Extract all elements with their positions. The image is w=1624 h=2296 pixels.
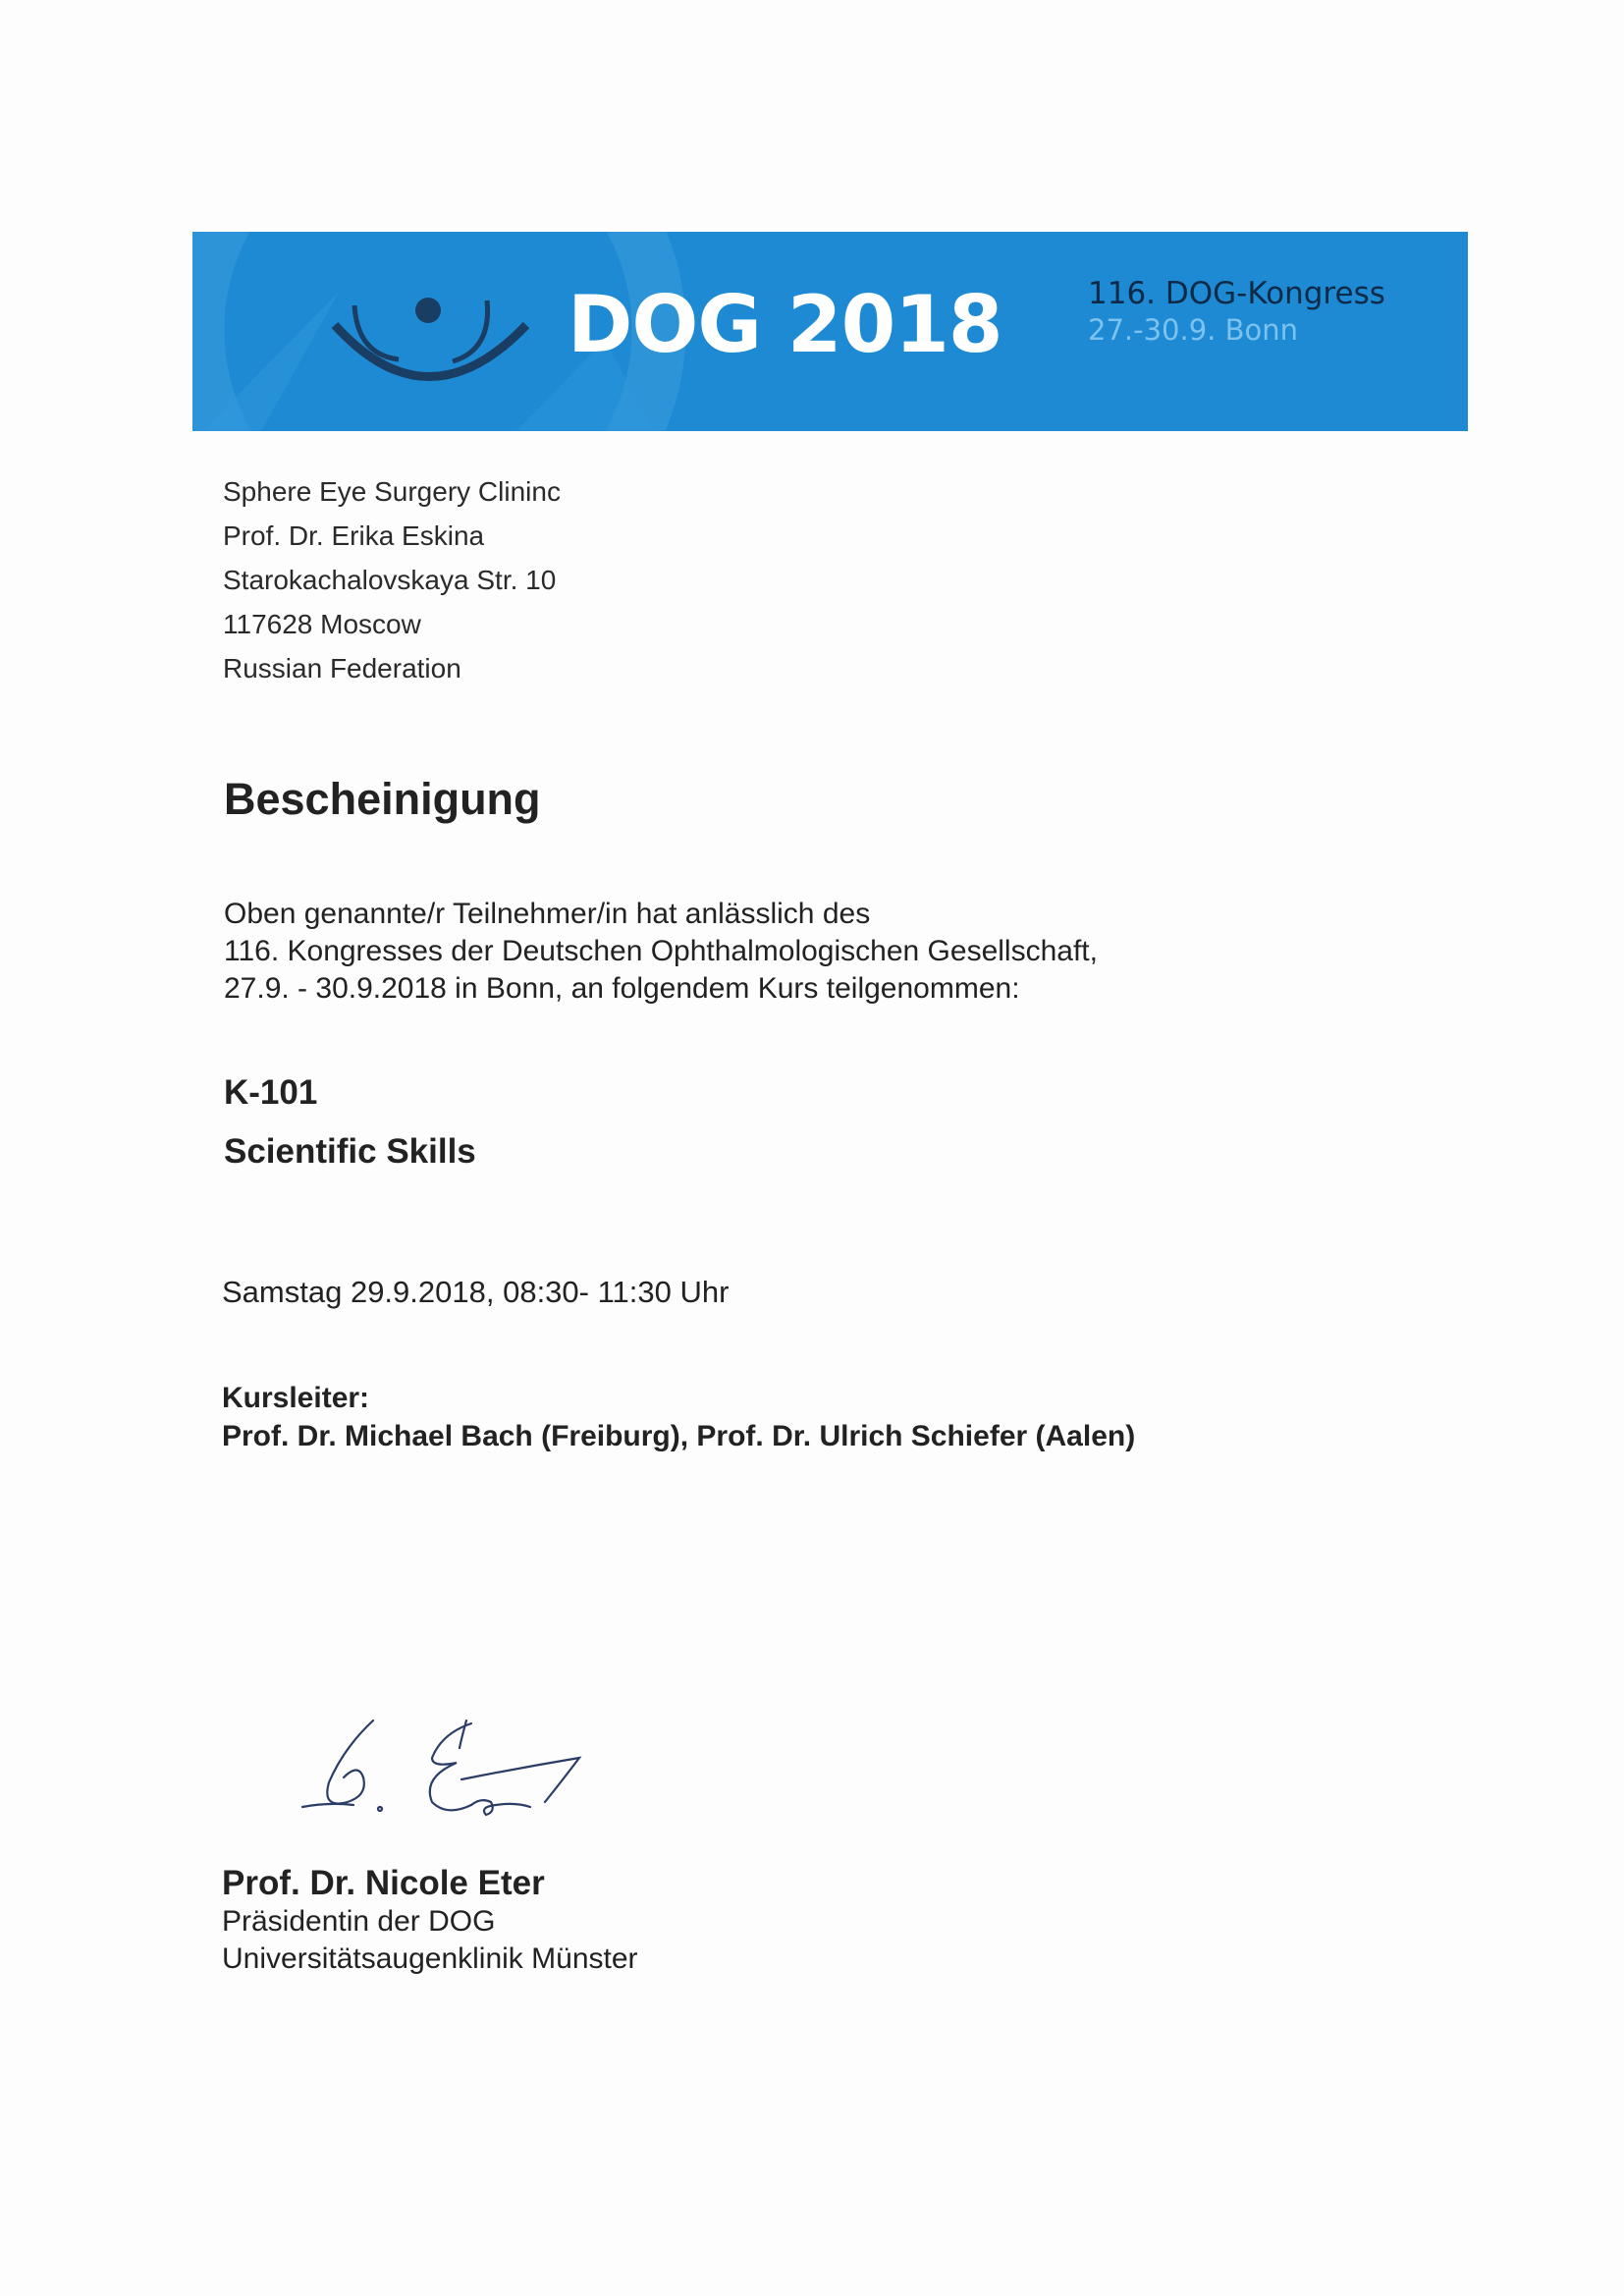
address-line: Starokachalovskaya Str. 10 — [223, 565, 557, 595]
course-code: K-101 — [224, 1073, 318, 1112]
address-line: Sphere Eye Surgery Clininc — [223, 476, 561, 507]
signer-name: Prof. Dr. Nicole Eter — [222, 1864, 545, 1902]
address-line: Prof. Dr. Erika Eskina — [223, 520, 485, 551]
course-leader-label: Kursleiter: — [222, 1382, 370, 1414]
intro-line: Oben genannte/r Teilnehmer/in hat anlässlich des — [224, 898, 871, 930]
banner-dates: 27.-30.9. Bonn — [1088, 313, 1298, 347]
handwritten-signature — [285, 1709, 599, 1836]
signer-institution: Universitätsaugenklinik Münster — [222, 1942, 638, 1975]
recipient-address — [223, 476, 561, 697]
address-line: 117628 Moscow — [223, 609, 421, 639]
banner-congress: 116. DOG-Kongress — [1088, 276, 1385, 311]
banner-title: DOG 2018 — [568, 279, 1002, 370]
intro-paragraph — [224, 896, 1098, 1008]
intro-line: 27.9. - 30.9.2018 in Bonn, an folgendem Kurs teilgenommen: — [224, 972, 1020, 1005]
address-line: Russian Federation — [223, 653, 461, 683]
document-title: Bescheinigung — [224, 774, 541, 824]
course-leaders: Prof. Dr. Michael Bach (Freiburg), Prof. Dr. Ulrich Schiefer (Aalen) — [222, 1420, 1136, 1452]
course-name: Scientific Skills — [224, 1132, 476, 1171]
dog-banner — [192, 232, 1468, 431]
course-datetime: Samstag 29.9.2018, 08:30- 11:30 Uhr — [222, 1275, 730, 1309]
intro-line: 116. Kongresses der Deutschen Ophthalmologischen Gesellschaft, — [224, 935, 1098, 967]
signer-role: Präsidentin der DOG — [222, 1905, 496, 1938]
